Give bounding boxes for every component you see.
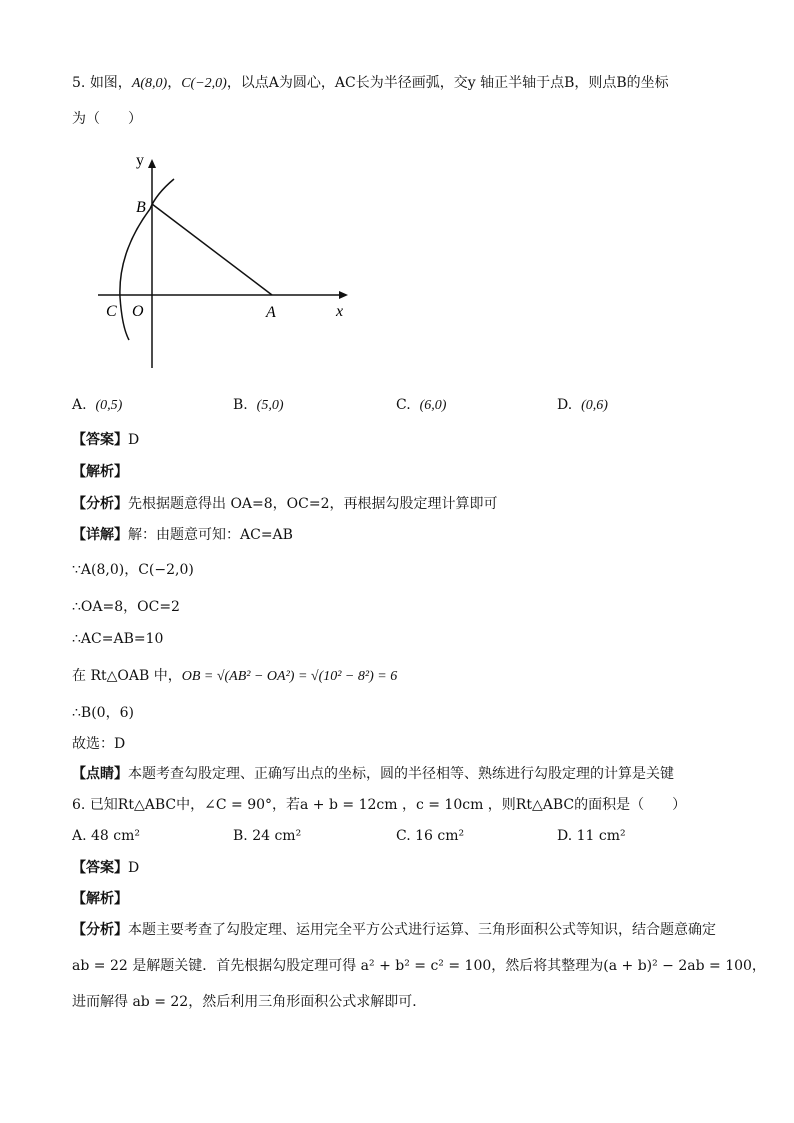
q5-stem-line2: 为（ ） — [72, 111, 142, 127]
arc-ca — [120, 179, 174, 340]
y-axis-arrow — [148, 159, 156, 168]
q6-stem: 6. 已知Rt△ABC中，∠C = 90°，若a + b = 12cm ，c = 10cm ，则Rt△ABC的面积是（ ） — [72, 797, 687, 813]
q5-stem-part2: ，以点A为圆心，AC长为半径画弧，交y 轴正半轴于点B，则点B的坐标 — [226, 75, 669, 91]
q5-point-a: A(8,0) — [131, 76, 168, 91]
q5-dianjing: 【点睛】本题考查勾股定理、正确写出点的坐标，圆的半径相等、熟练进行勾股定理的计算是关键 — [72, 766, 674, 782]
q5-step5: ∴B(0，6) — [72, 705, 134, 721]
q5-option-b: B. (5,0) — [233, 397, 284, 413]
q5-guxuan: 故选：D — [72, 736, 126, 752]
label-o: O — [132, 303, 144, 320]
q5-number: 5. — [72, 75, 86, 91]
q6-fenxi-line2: ab = 22 是解题关键．首先根据勾股定理可得 a² + b² = c² = 100，然后将其整理为(a + b)² − 2ab = 100， — [72, 958, 766, 974]
segment-ab — [152, 204, 272, 295]
q5-stem-part1: 如图， — [89, 75, 132, 91]
q5-comma: ， — [167, 75, 182, 91]
q6-option-c: C. 16 cm² — [396, 828, 465, 844]
label-x: x — [336, 303, 344, 320]
q5-option-d: D. (0,6) — [557, 397, 608, 413]
q6-option-a: A. 48 cm² — [72, 828, 141, 844]
q5-step3: ∴AC=AB=10 — [72, 631, 164, 647]
q6-option-b: B. 24 cm² — [233, 828, 302, 844]
q5-step4: 在 Rt△OAB 中，OB = √(AB² − OA²) = √(10² − 8²) = 6 — [72, 668, 398, 684]
label-c: C — [106, 303, 117, 320]
q5-stem-line1 — [72, 73, 669, 94]
q6-fenxi-line3: 进而解得 ab = 22，然后利用三角形面积公式求解即可． — [72, 994, 427, 1010]
q5-step2: ∴OA=8，OC=2 — [72, 599, 180, 615]
q5-option-a: A. (0,5) — [72, 397, 123, 413]
q6-answer: 【答案】D — [72, 860, 140, 876]
q5-analysis-heading: 【解析】 — [72, 464, 128, 480]
label-a: A — [266, 304, 276, 321]
q5-point-c: C(−2,0) — [181, 76, 227, 91]
q5-figure — [92, 142, 362, 374]
q6-analysis-heading: 【解析】 — [72, 891, 128, 907]
q6-fenxi-line1: 【分析】本题主要考查了勾股定理、运用完全平方公式进行运算、三角形面积公式等知识，结合题意确定 — [72, 922, 716, 938]
q5-option-c: C. (6,0) — [396, 397, 447, 413]
q5-xiangjie: 【详解】解：由题意可知：AC=AB — [72, 527, 293, 543]
label-y: y — [136, 152, 144, 169]
q5-step1: ∵A(8,0)，C(−2,0) — [72, 562, 194, 578]
label-b: B — [136, 199, 146, 216]
q5-answer: 【答案】D — [72, 432, 140, 448]
x-axis-arrow — [339, 291, 348, 299]
q5-fenxi: 【分析】先根据题意得出 OA=8，OC=2，再根据勾股定理计算即可 — [72, 496, 498, 512]
q6-option-d: D. 11 cm² — [557, 828, 626, 844]
